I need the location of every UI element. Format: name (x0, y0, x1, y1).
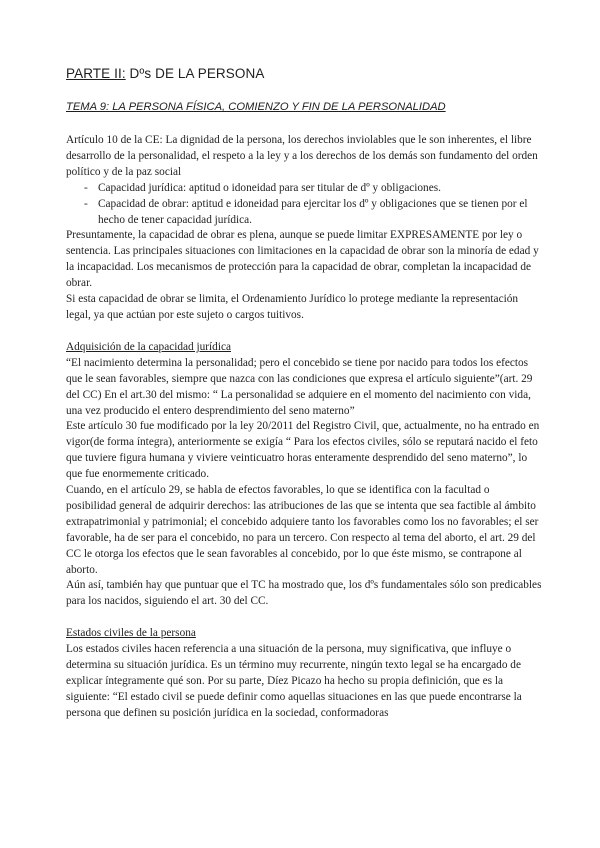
section1-paragraph: “El nacimiento determina la personalidad; pero el concebido se tiene por nacido para todos los efectos que le sean favorables, siempre que nazca con las condiciones que expresa el artículo siguiente”(art. 29 del CC) En el art.30 del mismo: “ La personalidad se adquiere en el momento del nacimiento con vida, una vez producido el entero desprendimiento del seno materno” (66, 356, 533, 417)
intro-paragraph: Artículo 10 de la CE: La dignidad de la persona, los derechos inviolables que le son inherentes, el libre desarrollo de la personalidad, el respeto a la ley y a los derechos de los demás son fundamento del orden político y de la paz social (66, 134, 538, 178)
section1-paragraph: Aún así, también hay que puntuar que el TC ha mostrado que, los dºs fundamentales sólo son predicables para los nacidos, siguiendo el art. 30 del CC. (66, 579, 542, 608)
intro-paragraph-3: Si esta capacidad de obrar se limita, el Ordenamiento Jurídico lo protege mediante la representación legal, ya que actúan por este sujeto o cargos tuitivos. (66, 293, 519, 321)
part-label: PARTE II: (66, 66, 126, 81)
list-item: - Capacidad jurídica: aptitud o idoneidad para ser titular de dº y obligaciones. (66, 181, 542, 197)
tema-title: TEMA 9: LA PERSONA FÍSICA, COMIENZO Y FIN DE LA PERSONALIDAD (66, 101, 446, 113)
part-title (66, 66, 264, 81)
section-heading-capacidad: Adquisición de la capacidad jurídica (66, 340, 231, 353)
document-body (66, 133, 542, 722)
section-heading-estados: Estados civiles de la persona (66, 627, 196, 640)
intro-paragraph-2: Presuntamente, la capacidad de obrar es plena, aunque se puede limitar EXPRESAMENTE por ley o sentencia. Las principales situaciones con limitaciones en la capacidad de obrar son la minoría de edad y la incapacidad. Los mecanismos de protección para la capacidad de obrar, completan la incapacidad de obrar. (66, 229, 539, 290)
section2-paragraph: Los estados civiles hacen referencia a una situación de la persona, muy significativa, que influye o determina su situación jurídica. Es un término muy recurrente, ningún texto legal se ha encargado de explicar íntegramente qué son. Por su parte, Díez Picazo ha hecho su propia definición, que es la siguiente: “El estado civil se puede definir como aquellas situaciones en las que puede encontrarse la persona que definen su posición jurídica en la sociedad, conformadoras (66, 643, 522, 719)
section1-paragraph: Este artículo 30 fue modificado por la ley 20/2011 del Registro Civil, que, actualmente, no ha entrado en vigor(de forma íntegra), anteriormente se exigía “ Para los efectos civiles, sólo se reputará nacido el feto que tuviere figura humana y viviere veinticuatro horas enteramente desprendido del seno materno”, lo que fue enormemente criticado. (66, 420, 540, 481)
list-item: - Capacidad de obrar: aptitud e idoneidad para ejercitar los dº y obligaciones que se tienen por el hecho de tener capacidad jurídica. (66, 197, 542, 229)
section1-paragraph: Cuando, en el artículo 29, se habla de efectos favorables, lo que se identifica con la facultad o posibilidad general de adquirir derechos: las atribuciones de las que se intenta que sea factible al ámbito extrapatrimonial y patrimonial; el concebido adquiere tanto los favorables como los no favorables; el ser favorable, ha de ser para el concebido, no para un tercero. Con respecto al tema del aborto, el art. 29 del CC le otorga los efectos que le sean favorables al concebido, por lo que éste mismo, se contrapone al aborto. (66, 484, 539, 576)
part-name: Dºs DE LA PERSONA (125, 66, 265, 81)
capacity-list (66, 181, 542, 229)
